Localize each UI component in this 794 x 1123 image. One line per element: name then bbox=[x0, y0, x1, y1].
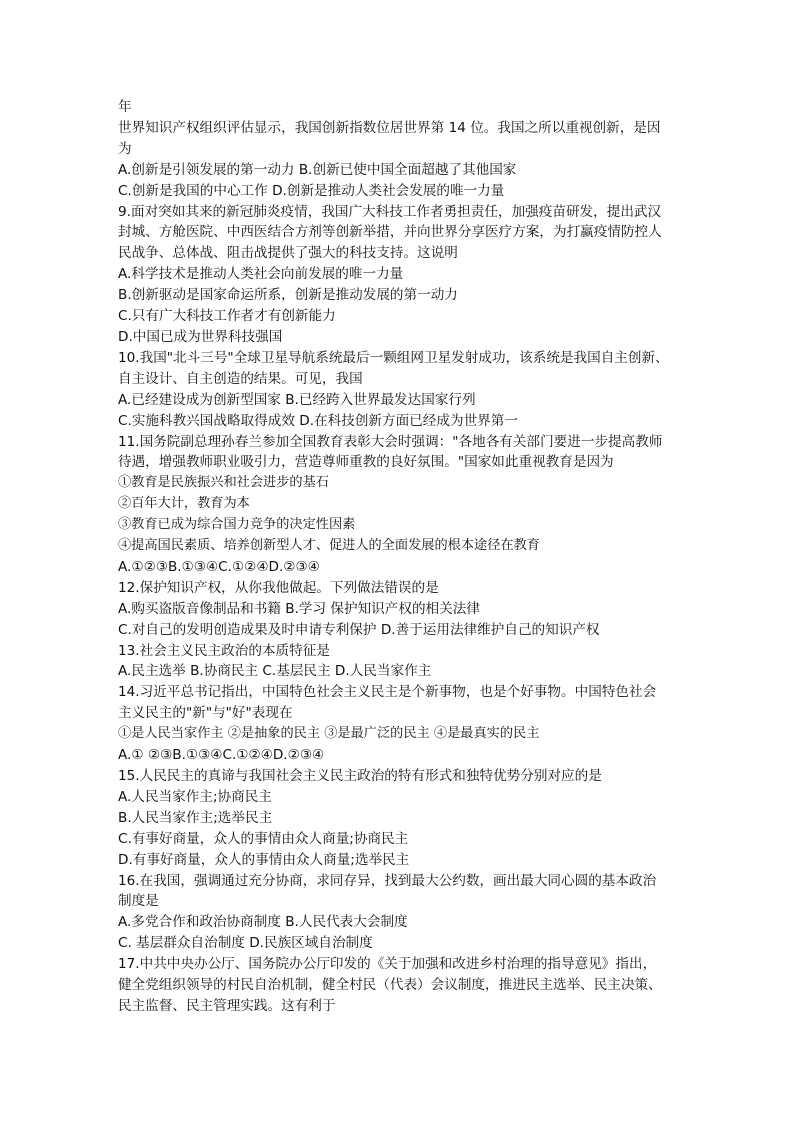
question-9-option-d: D.中国已成为世界科技强国 bbox=[118, 328, 283, 345]
question-9-option-b: B.创新驱动是国家命运所系，创新是推动发展的第一动力 bbox=[118, 287, 458, 304]
question-9-stem: 封城、方舱医院、中西医结合方剂等创新举措，并向世界分享医疗方案，为打赢疫情防控人 bbox=[118, 224, 662, 241]
question-12-stem: 12.保护知识产权，从你我他做起。下列做法错误的是 bbox=[118, 579, 439, 596]
question-8-stem: 世界知识产权组织评估显示，我国创新指数位居世界第 14 位。我国之所以重视创新，是因 bbox=[118, 119, 661, 136]
question-16-stem: 16.在我国，强调通过充分协商，求同存异，找到最大公约数，画出最大同心圆的基本政治 bbox=[118, 872, 657, 889]
question-8-options: C.创新是我国的中心工作 D.创新是推动人类社会发展的唯一力量 bbox=[118, 182, 505, 199]
question-9-option-a: A.科学技术是推动人类社会向前发展的唯一力量 bbox=[118, 266, 404, 283]
question-13-options: A.民主选举 B.协商民主 C.基层民主 D.人民当家作主 bbox=[118, 663, 432, 680]
question-14-stem: 主义民主的"新"与"好"表现在 bbox=[118, 705, 293, 722]
exam-page bbox=[118, 97, 688, 1017]
question-8-options: A.创新是引领发展的第一动力 B.创新已使中国全面超越了其他国家 bbox=[118, 161, 517, 178]
question-11-statement-3: ③教育已成为综合国力竞争的决定性因素 bbox=[118, 517, 356, 533]
question-15-option-d: D.有事好商量，众人的事情由众人商量;选举民主 bbox=[118, 851, 410, 868]
question-12-options: A.购买盗版音像制品和书籍 B.学习 保护知识产权的相关法律 bbox=[118, 600, 480, 617]
question-17-stem: 健全党组织领导的村民自治机制，健全村民（代表）会议制度，推进民主选举、民主决策、 bbox=[118, 977, 662, 994]
question-11-statement-4: ④提高国民素质、培养创新型人才、促进人的全面发展的根本途径在教育 bbox=[118, 538, 540, 554]
question-11-stem: 待遇，增强教师职业吸引力，营造尊师重教的良好氛围。"国家如此重视教育是因为 bbox=[118, 454, 614, 471]
question-16-options: A.多党合作和政治协商制度 B.人民代表大会制度 bbox=[118, 914, 408, 931]
question-11-options: A.①②③B.①③④C.①②④D.②③④ bbox=[118, 558, 320, 575]
fragment-line: 年 bbox=[118, 99, 132, 115]
question-13-stem: 13.社会主义民主政治的本质特征是 bbox=[118, 642, 330, 659]
question-9-stem: 9.面对突如其来的新冠肺炎疫情，我国广大科技工作者勇担责任，加强疫苗研发，提出武汉 bbox=[118, 203, 662, 220]
question-11-statement-1: ①教育是民族振兴和社会进步的基石 bbox=[118, 475, 329, 491]
question-14-stem: 14.习近平总书记指出，中国特色社会主义民主是个新事物，也是个好事物。中国特色社会 bbox=[118, 684, 657, 701]
question-9-option-c: C.只有广大科技工作者才有创新能力 bbox=[118, 308, 336, 325]
question-14-options: A.① ②③B.①③④C.①②④D.②③④ bbox=[118, 747, 325, 764]
question-15-option-b: B.人民当家作主;选举民主 bbox=[118, 809, 273, 826]
question-16-options: C. 基层群众自治制度 D.民族区域自治制度 bbox=[118, 935, 373, 952]
question-17-stem: 民主监督、民主管理实践。这有利于 bbox=[118, 997, 336, 1014]
question-15-stem: 15.人民民主的真谛与我国社会主义民主政治的特有形式和独特优势分别对应的是 bbox=[118, 768, 602, 784]
question-17-stem: 17.中共中央办公厅、国务院办公厅印发的《关于加强和改进乡村治理的指导意见》指出， bbox=[118, 956, 657, 973]
question-14-statements: ①是人民当家作主 ②是抽象的民主 ③是最广泛的民主 ④是最真实的民主 bbox=[118, 726, 540, 742]
question-8-stem: 为 bbox=[118, 140, 132, 157]
question-12-options: C.对自己的发明创造成果及时申请专利保护 D.善于运用法律维护自己的知识产权 bbox=[118, 621, 600, 638]
question-15-option-c: C.有事好商量，众人的事情由众人商量;协商民主 bbox=[118, 830, 409, 847]
question-15-option-a: A.人民当家作主;协商民主 bbox=[118, 788, 272, 805]
question-10-stem: 10.我国"北斗三号"全球卫星导航系统最后一颗组网卫星发射成功，该系统是我国自主创新、 bbox=[118, 349, 669, 366]
question-11-stem: 11.国务院副总理孙春兰参加全国教育表彰大会时强调："各地各有关部门要进一步提高教师 bbox=[118, 433, 663, 450]
question-10-options: C.实施科教兴国战略取得成效 D.在科技创新方面已经成为世界第一 bbox=[118, 412, 518, 429]
question-16-stem: 制度是 bbox=[118, 893, 159, 910]
question-10-stem: 自主设计、自主创造的结果。可见，我国 bbox=[118, 370, 363, 387]
question-9-stem: 民战争、总体战、阻击战提供了强大的科技支持。这说明 bbox=[118, 245, 458, 262]
question-11-statement-2: ②百年大计，教育为本 bbox=[118, 496, 250, 512]
question-10-options: A.已经建设成为创新型国家 B.已经跨入世界最发达国家行列 bbox=[118, 391, 476, 408]
